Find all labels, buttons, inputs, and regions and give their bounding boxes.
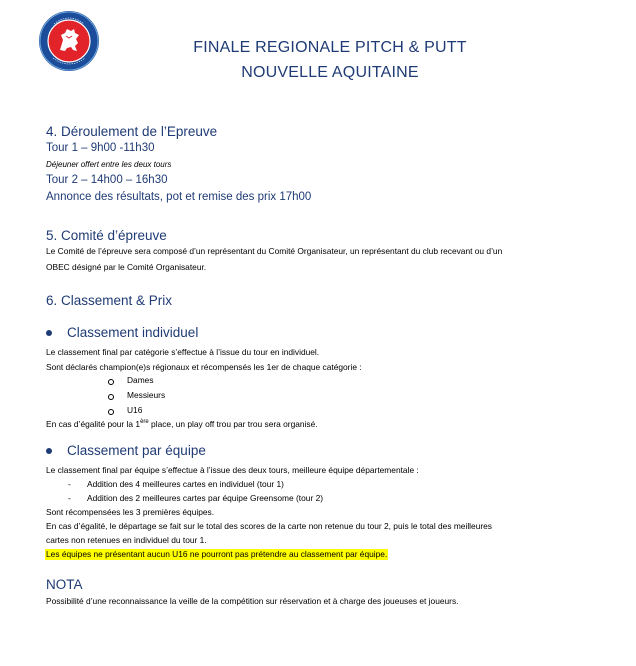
nota-text: Possibilité d’une reconnaissance la veille de la compétition sur réservation et à charge des joueuses et joueurs. xyxy=(46,596,459,606)
dash-bullet-icon: - xyxy=(68,493,71,503)
team-criterion-2: Addition des 2 meilleures cartes par équipe Greensome (tour 2) xyxy=(87,493,324,503)
team-tie-rule-line2: cartes non retenues en individuel du tour 1. xyxy=(46,535,207,545)
committee-text-line2: OBEC désigné par le Comité Organisateur. xyxy=(46,262,207,272)
team-rewarded: Sont récompensées les 3 premières équipes. xyxy=(46,507,215,517)
team-text-line1: Le classement final par équipe s’effectue à l’issue des deux tours, meilleure équipe départementale : xyxy=(46,465,419,475)
category-u16: U16 xyxy=(127,405,143,415)
circle-bullet-icon xyxy=(108,379,114,385)
individual-text-line1: Le classement final par catégorie s’effectue à l’issue du tour en individuel. xyxy=(46,347,320,357)
document-title-line1: FINALE REGIONALE PITCH & PUTT xyxy=(193,39,467,56)
circle-bullet-icon xyxy=(108,409,114,415)
individual-text-line2: Sont déclarés champion(e)s régionaux et récompensés les 1er de chaque catégorie : xyxy=(46,362,362,372)
team-tie-rule-line1: En cas d’égalité, le départage se fait sur le total des scores de la carte non retenue du tour 2, puis le total des meilleures xyxy=(46,521,492,531)
nota-heading: NOTA xyxy=(46,577,83,592)
committee-text-line1: Le Comité de l’épreuve sera composé d’un représentant du Comité Organisateur, un représentant du club recevant ou d’un xyxy=(46,246,503,256)
tour1-schedule: Tour 1 – 9h00 -11h30 xyxy=(46,142,155,154)
document-title-line2: NOUVELLE AQUITAINE xyxy=(241,64,419,81)
individual-tie-rule: En cas d’égalité pour la 1ère place, un play off trou par trou sera organisé. xyxy=(46,419,318,429)
category-dames: Dames xyxy=(127,375,154,385)
circle-bullet-icon xyxy=(108,394,114,400)
section5-heading: 5. Comité d’épreuve xyxy=(46,228,167,243)
dash-bullet-icon: - xyxy=(68,479,71,489)
team-criterion-1: Addition des 4 meilleures cartes en individuel (tour 1) xyxy=(87,479,284,489)
bullet-icon xyxy=(46,330,52,336)
category-messieurs: Messieurs xyxy=(127,390,166,400)
lunch-note: Déjeuner offert entre les deux tours xyxy=(46,160,172,169)
section6-heading: 6. Classement & Prix xyxy=(46,293,173,308)
tour2-schedule: Tour 2 – 14h00 – 16h30 xyxy=(46,174,168,186)
bullet-icon xyxy=(46,448,52,454)
u16-requirement-highlight: Les équipes ne présentant aucun U16 ne pourront pas prétendre au classement par équipe. xyxy=(46,549,388,559)
team-ranking-heading: Classement par équipe xyxy=(67,443,206,458)
league-logo xyxy=(38,10,100,72)
results-announcement: Annonce des résultats, pot et remise des prix 17h00 xyxy=(46,191,312,203)
section4-heading: 4. Déroulement de l’Epreuve xyxy=(46,124,218,139)
individual-ranking-heading: Classement individuel xyxy=(67,325,199,340)
